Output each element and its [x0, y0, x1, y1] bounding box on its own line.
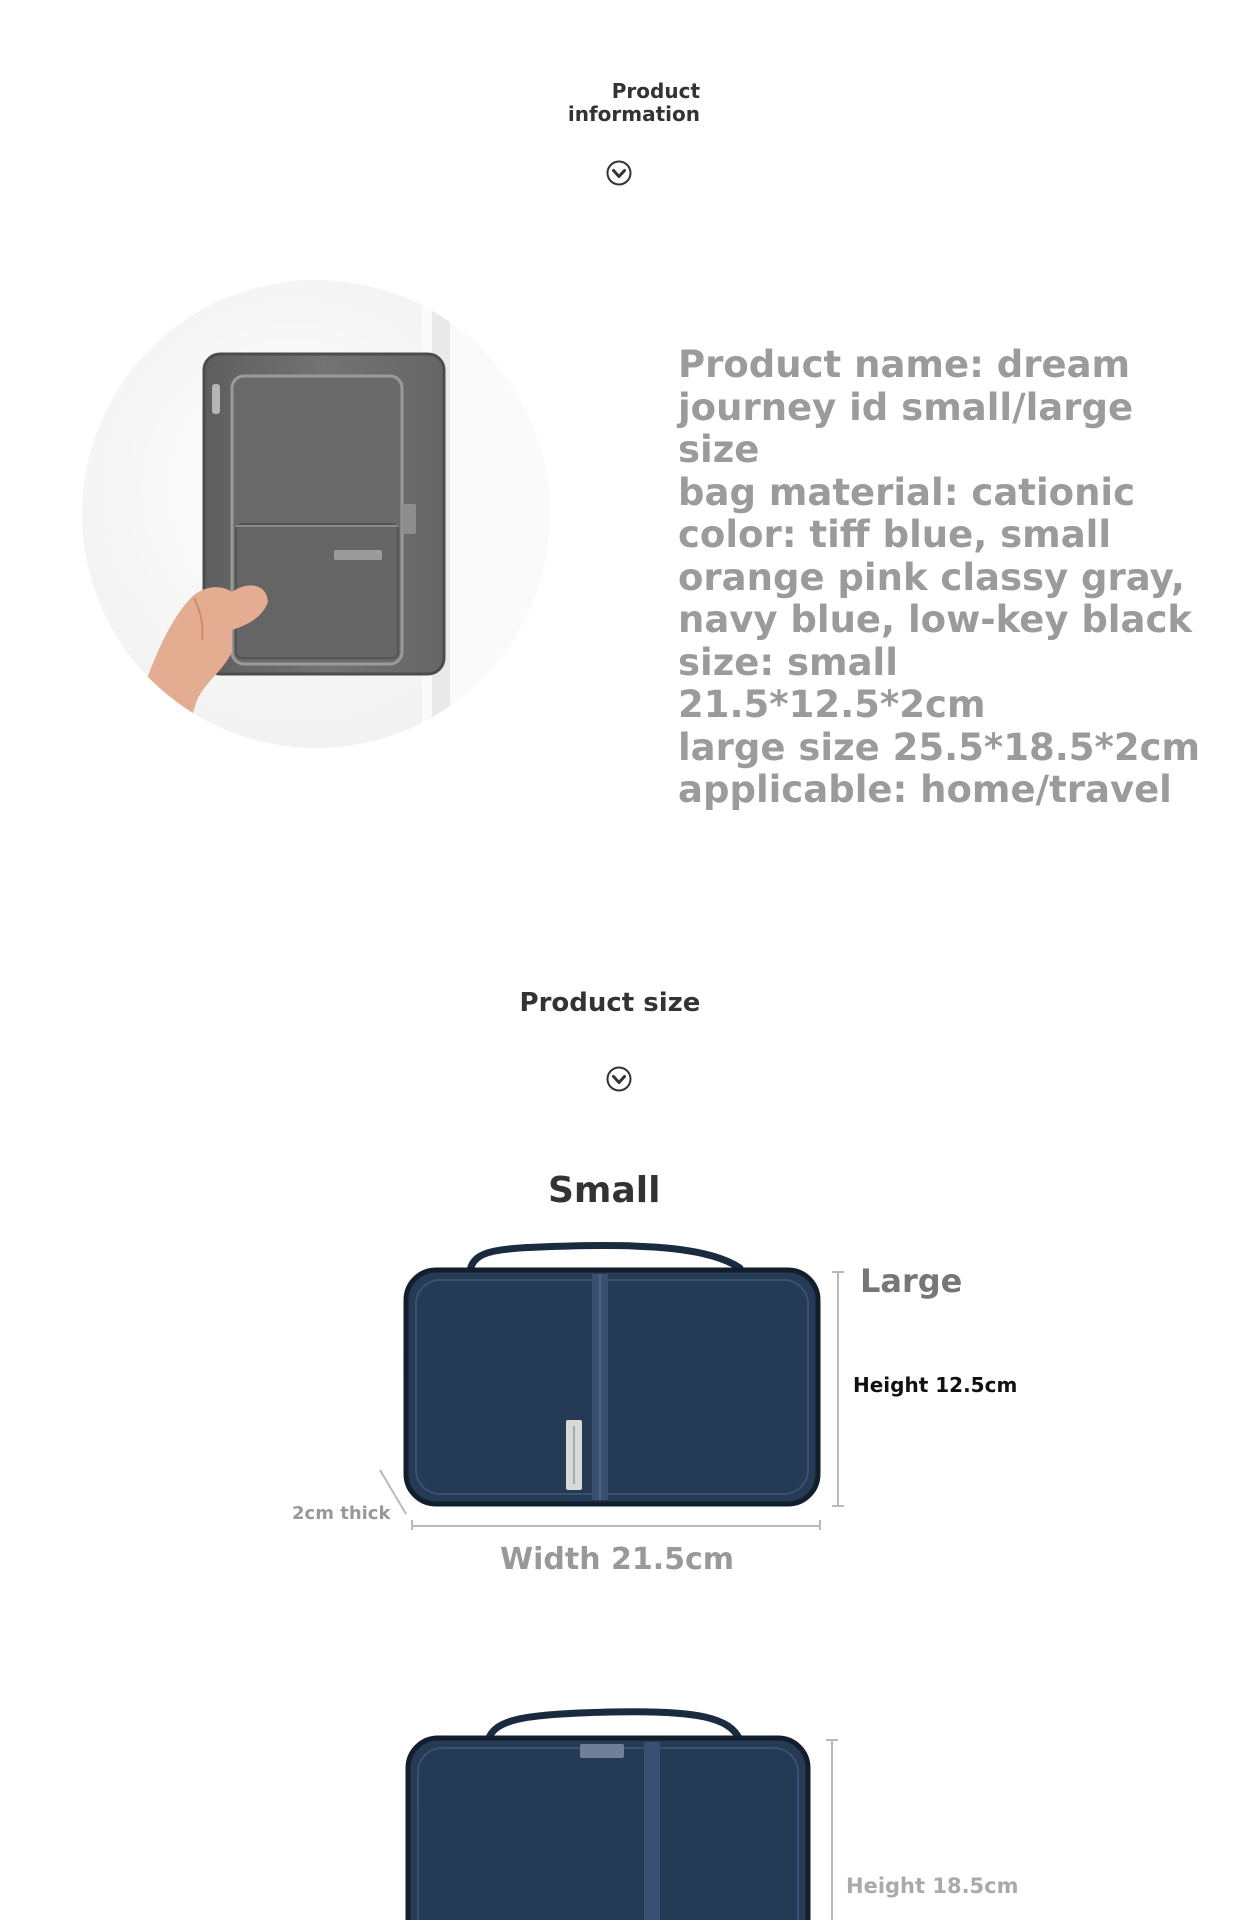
product-photo: [82, 280, 550, 748]
small-width-label: Width 21.5cm: [500, 1542, 735, 1577]
small-bag-image: [370, 1240, 850, 1530]
small-size-label: Small: [548, 1170, 661, 1211]
chevron-down-circle-icon[interactable]: [606, 160, 632, 186]
large-size-label: Large: [860, 1262, 963, 1300]
product-info-text: Product name: dream journey id small/large size bag material: cationic color: tiff blue, small orange pink classy gray, navy blue, low-key black size: small 21.5*12.5*2cm large size 25.5*18.5*2cm applicable: home/travel: [678, 343, 1201, 811]
large-bag-image: [380, 1700, 850, 1920]
product-size-title: Product size: [519, 988, 701, 1018]
small-thickness-label: 2cm thick: [292, 1503, 391, 1524]
large-height-label: Height 18.5cm: [846, 1874, 1019, 1898]
small-height-label: Height 12.5cm: [853, 1373, 1018, 1397]
chevron-down-circle-icon[interactable]: [606, 1066, 632, 1092]
product-information-title: Product information: [567, 79, 700, 126]
